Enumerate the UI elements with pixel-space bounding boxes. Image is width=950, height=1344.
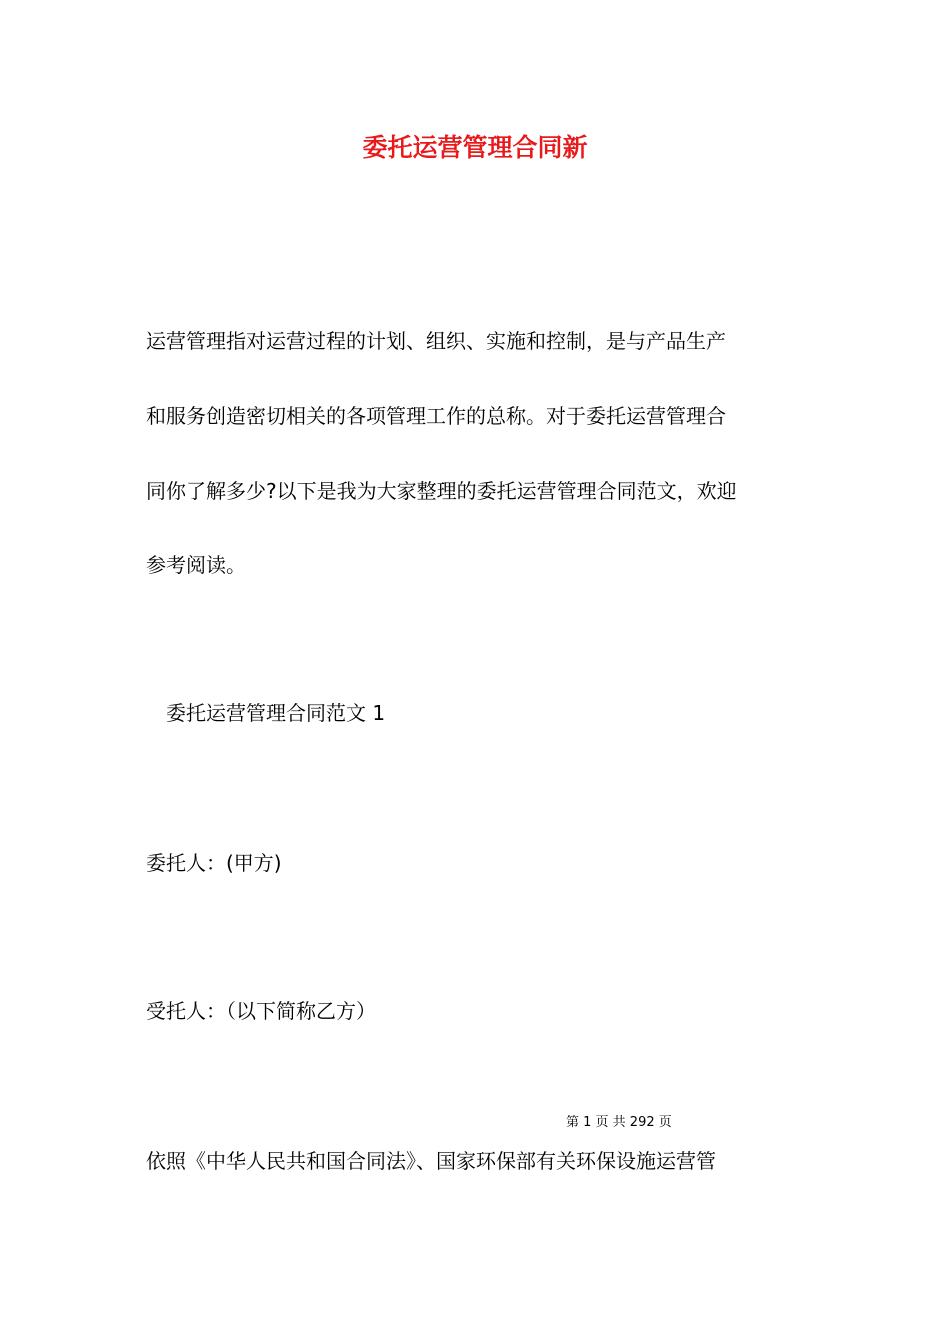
section-heading: 委托运营管理合同范文 1	[166, 701, 386, 725]
intro-line-3: 同你了解多少?以下是我为大家整理的委托运营管理合同范文，欢迎	[146, 479, 737, 503]
basis-line: 依照《中华人民共和国合同法》、国家环保部有关环保设施运营管	[146, 1149, 716, 1173]
intro-line-4: 参考阅读。	[146, 553, 246, 577]
page-footer: 第 1 页 共 292 页	[566, 1115, 672, 1130]
intro-line-1: 运营管理指对运营过程的计划、组织、实施和控制，是与产品生产	[146, 329, 726, 353]
document-title: 委托运营管理合同新	[362, 133, 588, 162]
intro-line-2: 和服务创造密切相关的各项管理工作的总称。对于委托运营管理合	[146, 404, 726, 428]
trustee-line: 受托人：（以下简称乙方）	[146, 999, 376, 1023]
principal-line: 委托人：(甲方)	[146, 851, 282, 875]
